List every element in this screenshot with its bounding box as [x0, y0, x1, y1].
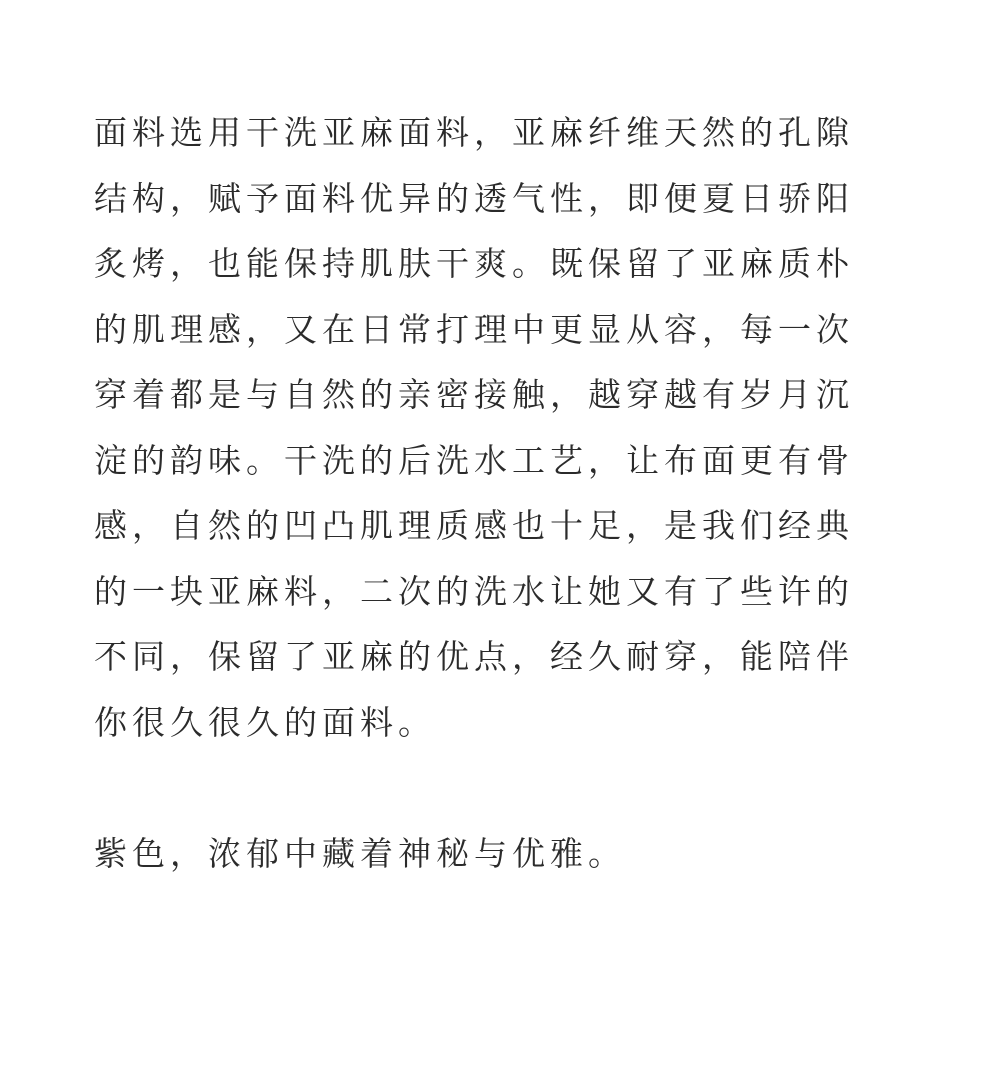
fabric-description: [94, 100, 874, 886]
description-line: 你很久很久的面料。: [94, 702, 436, 742]
description-line: 结构，赋予面料优异的透气性，即便夏日骄阳: [94, 178, 854, 218]
description-line: 淀的韵味。干洗的后洗水工艺，让布面更有骨: [94, 440, 854, 480]
description-line: 的一块亚麻料，二次的洗水让她又有了些许的: [94, 571, 854, 611]
description-line: 面料选用干洗亚麻面料，亚麻纤维天然的孔隙: [94, 113, 854, 152]
paragraph-spacer: [94, 755, 874, 821]
color-note: 紫色，浓郁中藏着神秘与优雅。: [94, 833, 626, 873]
description-line: 感，自然的凹凸肌理质感也十足，是我们经典: [94, 506, 854, 545]
description-line: 的肌理感，又在日常打理中更显从容，每一次: [94, 309, 854, 349]
description-line: 炙烤，也能保持肌肤干爽。既保留了亚麻质朴: [94, 244, 854, 283]
description-line: 不同，保留了亚麻的优点，经久耐穿，能陪伴: [94, 637, 854, 676]
description-line: 穿着都是与自然的亲密接触，越穿越有岁月沉: [94, 375, 854, 414]
